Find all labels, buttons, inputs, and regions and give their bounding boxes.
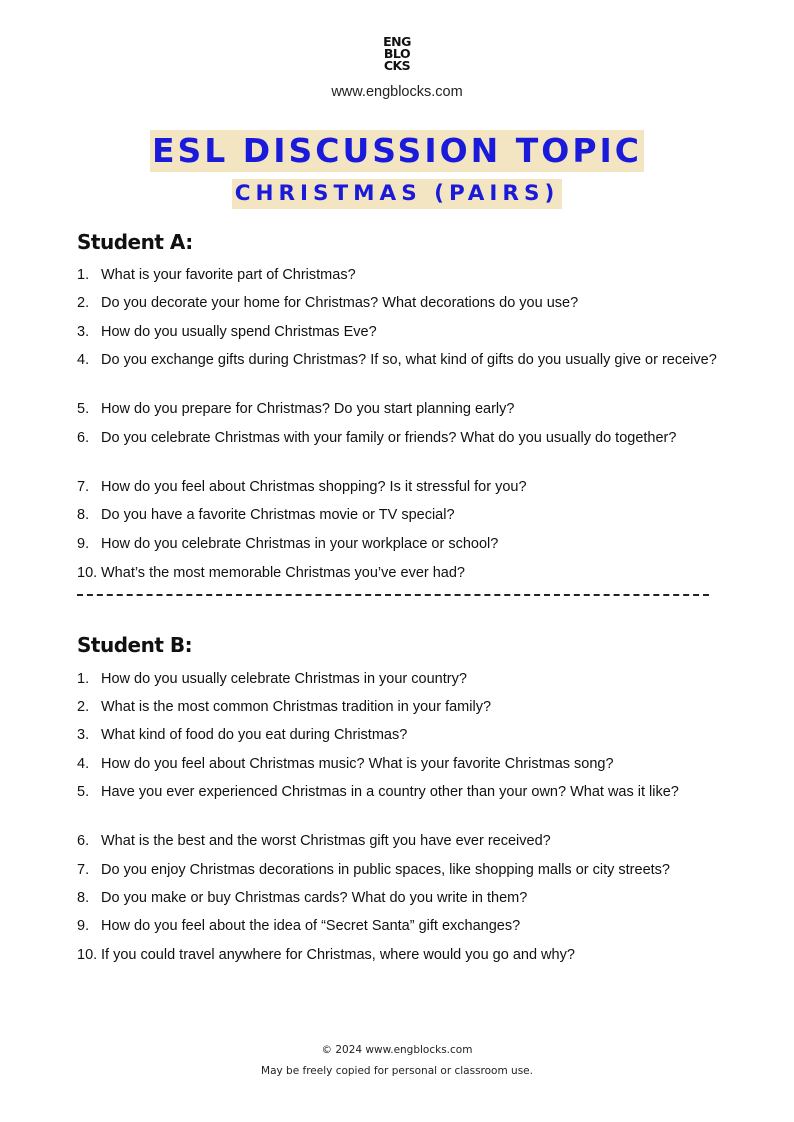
- question-number: 6.: [77, 833, 90, 849]
- question-b-8: [77, 888, 737, 909]
- question-text: Do you make or buy Christmas cards? What do you write in them?: [101, 890, 528, 906]
- engblocks-logo: [0, 36, 794, 72]
- question-text: What is the best and the worst Christmas gift you have ever received?: [101, 833, 551, 849]
- question-a-2: [77, 293, 737, 314]
- question-text: Do you celebrate Christmas with your family or friends? What do you usually do together?: [101, 430, 677, 446]
- question-a-4: [77, 350, 737, 371]
- question-a-8: [77, 505, 737, 526]
- question-text: How do you feel about Christmas shopping? Is it stressful for you?: [101, 479, 527, 495]
- question-number: 8.: [77, 507, 90, 523]
- question-b-6: [77, 831, 737, 852]
- question-number: 1.: [77, 671, 90, 687]
- question-number: 10.: [77, 565, 98, 581]
- logo-line-2: BLO: [383, 46, 411, 61]
- page-subtitle: CHRISTMAS (PAIRS): [232, 179, 563, 209]
- question-text: What is your favorite part of Christmas?: [101, 267, 356, 283]
- question-text: Have you ever experienced Christmas in a country other than your own? What was it like?: [101, 784, 679, 800]
- question-text: What’s the most memorable Christmas you’ve ever had?: [101, 565, 465, 581]
- section-divider: [77, 594, 709, 596]
- question-a-5: [77, 399, 737, 420]
- question-number: 2.: [77, 699, 90, 715]
- question-number: 3.: [77, 727, 90, 743]
- question-b-2: [77, 697, 737, 718]
- question-b-10: [77, 945, 737, 966]
- question-text: How do you usually spend Christmas Eve?: [101, 324, 377, 340]
- question-number: 3.: [77, 324, 90, 340]
- logo-line-1: ENG: [383, 34, 411, 49]
- question-text: Do you decorate your home for Christmas? What decorations do you use?: [101, 295, 579, 311]
- question-text: Do you exchange gifts during Christmas? If so, what kind of gifts do you usually give or receive?: [101, 352, 717, 368]
- student-a-heading: Student A:: [77, 230, 193, 254]
- title-main-wrap: [0, 130, 794, 172]
- logo-line-3: CKS: [383, 58, 411, 73]
- question-number: 9.: [77, 536, 90, 552]
- student-b-heading: Student B:: [77, 633, 193, 657]
- question-a-9: [77, 534, 737, 555]
- question-b-7: [77, 860, 737, 881]
- question-text: How do you feel about Christmas music? What is your favorite Christmas song?: [101, 756, 614, 772]
- question-text: What is the most common Christmas tradition in your family?: [101, 699, 492, 715]
- question-number: 9.: [77, 918, 90, 934]
- question-number: 1.: [77, 267, 90, 283]
- question-text: If you could travel anywhere for Christmas, where would you go and why?: [101, 947, 575, 963]
- question-number: 4.: [77, 352, 90, 368]
- question-b-5: [77, 782, 737, 803]
- question-number: 10.: [77, 947, 98, 963]
- question-a-10: [77, 563, 737, 584]
- question-text: How do you celebrate Christmas in your workplace or school?: [101, 536, 499, 552]
- question-text: Do you enjoy Christmas decorations in public spaces, like shopping malls or city streets?: [101, 862, 670, 878]
- question-text: Do you have a favorite Christmas movie or TV special?: [101, 507, 455, 523]
- title-sub-wrap: [0, 179, 794, 209]
- question-text: How do you prepare for Christmas? Do you start planning early?: [101, 401, 515, 417]
- footer-license: May be freely copied for personal or classroom use.: [261, 1065, 533, 1077]
- question-b-9: [77, 916, 737, 937]
- question-number: 5.: [77, 401, 90, 417]
- question-a-1: [77, 265, 737, 286]
- question-text: How do you usually celebrate Christmas in your country?: [101, 671, 467, 687]
- question-text: How do you feel about the idea of “Secret Santa” gift exchanges?: [101, 918, 521, 934]
- question-number: 7.: [77, 479, 90, 495]
- question-number: 7.: [77, 862, 90, 878]
- footer-copyright: © 2024 www.engblocks.com: [321, 1044, 473, 1056]
- question-number: 4.: [77, 756, 90, 772]
- question-number: 6.: [77, 430, 90, 446]
- question-text: What kind of food do you eat during Christmas?: [101, 727, 408, 743]
- question-a-3: [77, 322, 737, 343]
- question-a-6: [77, 428, 737, 449]
- question-number: 8.: [77, 890, 90, 906]
- question-number: 5.: [77, 784, 90, 800]
- site-url: www.engblocks.com: [331, 84, 463, 100]
- question-b-3: [77, 725, 737, 746]
- question-b-4: [77, 754, 737, 775]
- question-a-7: [77, 477, 737, 498]
- page-title: ESL DISCUSSION TOPIC: [151, 131, 642, 170]
- question-number: 2.: [77, 295, 90, 311]
- question-b-1: [77, 669, 737, 690]
